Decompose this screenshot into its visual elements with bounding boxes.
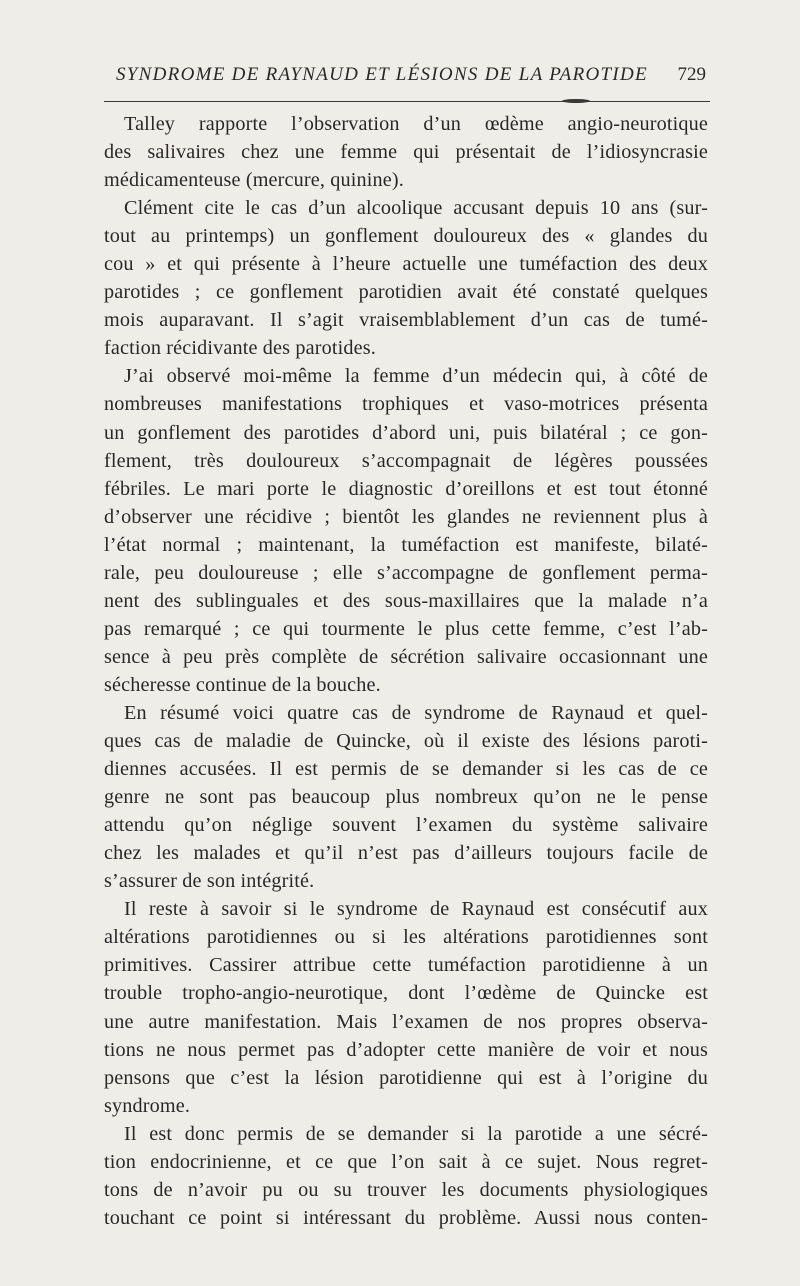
text-line: diennes accusées. Il est permis de se demander si les cas de ce: [104, 758, 708, 781]
text-line: attendu qu’on néglige souvent l’examen du système salivaire: [104, 814, 708, 837]
text-line: nombreuses manifestations trophiques et vaso-motrices présenta: [104, 393, 708, 416]
text-line: mois auparavant. Il s’agit vraisemblablement d’un cas de tumé-: [104, 309, 708, 332]
page-number: 729: [677, 64, 706, 85]
text-line: tout au printemps) un gonflement douloureux des « glandes du: [104, 225, 708, 248]
text-line: primitives. Cassirer attribue cette tuméfaction parotidienne à un: [104, 954, 708, 977]
text-line: tions ne nous permet pas d’adopter cette manière de voir et nous: [104, 1038, 708, 1061]
paragraph: [104, 1120, 708, 1232]
text-line: En résumé voici quatre cas de syndrome de Raynaud et quel-: [124, 701, 708, 724]
text-line: pas remarqué ; ce qui tourmente le plus cette femme, c’est l’ab-: [104, 617, 708, 640]
text-line: une autre manifestation. Mais l’examen de nos propres observa-: [104, 1010, 708, 1033]
text-line: syndrome.: [104, 1094, 191, 1117]
text-line: touchant ce point si intéressant du problème. Aussi nous conten-: [104, 1206, 708, 1229]
text-line: genre ne sont pas beaucoup plus nombreux qu’on ne le pense: [104, 786, 708, 809]
text-line: Clément cite le cas d’un alcoolique accusant depuis 10 ans (sur-: [124, 197, 708, 220]
paragraph: [104, 362, 708, 699]
text-line: médicamenteuse (mercure, quinine).: [104, 169, 404, 192]
text-line: flement, très douloureux s’accompagnait de légères poussées: [104, 449, 708, 472]
paragraph: [104, 110, 708, 194]
text-line: Il est donc permis de se demander si la parotide a une sécré-: [124, 1122, 708, 1145]
header-rule: [104, 101, 710, 102]
text-line: cou » et qui présente à l’heure actuelle une tuméfaction des deux: [104, 253, 708, 276]
text-line: fébriles. Le mari porte le diagnostic d’oreillons et est tout étonné: [104, 477, 708, 500]
text-line: d’observer une récidive ; bientôt les glandes ne reviennent plus à: [104, 505, 708, 528]
text-line: sence à peu près complète de sécrétion salivaire occasionnant une: [104, 645, 708, 668]
body-text: [104, 110, 708, 1232]
text-line: J’ai observé moi-même la femme d’un médecin qui, à côté de: [124, 365, 708, 388]
text-line: faction récidivante des parotides.: [104, 337, 376, 360]
text-line: ques cas de maladie de Quincke, où il existe des lésions paroti-: [104, 730, 708, 753]
text-line: Il reste à savoir si le syndrome de Raynaud est consécutif aux: [124, 898, 708, 921]
text-line: tion endocrinienne, et ce que l’on sait à ce sujet. Nous regret-: [104, 1150, 708, 1173]
paragraph: [104, 895, 708, 1119]
paragraph: [104, 699, 708, 895]
paragraph: [104, 194, 708, 362]
text-line: pensons que c’est la lésion parotidienne qui est à l’origine du: [104, 1066, 708, 1089]
text-line: tons de n’avoir pu ou su trouver les documents physiologiques: [104, 1178, 708, 1201]
text-line: sécheresse continue de la bouche.: [104, 673, 381, 696]
text-line: un gonflement des parotides d’abord uni, puis bilatéral ; ce gon-: [104, 421, 708, 444]
text-line: chez les malades et qu’il n’est pas d’ailleurs toujours facile de: [104, 842, 708, 865]
text-line: l’état normal ; maintenant, la tuméfaction est manifeste, bilaté-: [104, 533, 708, 556]
text-line: s’assurer de son intégrité.: [104, 870, 315, 893]
text-line: des salivaires chez une femme qui présentait de l’idiosyncrasie: [104, 141, 708, 164]
text-line: parotides ; ce gonflement parotidien avait été constaté quelques: [104, 281, 708, 304]
header-rule-ornament: [562, 99, 590, 103]
text-line: trouble tropho-angio-neurotique, dont l’œdème de Quincke est: [104, 982, 708, 1005]
text-line: Talley rapporte l’observation d’un œdème angio-neurotique: [124, 113, 708, 135]
text-line: rale, peu douloureuse ; elle s’accompagne de gonflement perma-: [104, 561, 708, 584]
running-title: SYNDROME DE RAYNAUD ET LÉSIONS DE LA PAROTIDE: [116, 64, 648, 85]
running-head: [104, 64, 710, 94]
text-line: altérations parotidiennes ou si les altérations parotidiennes sont: [104, 926, 708, 949]
text-line: nent des sublinguales et des sous-maxillaires que la malade n’a: [104, 589, 708, 612]
